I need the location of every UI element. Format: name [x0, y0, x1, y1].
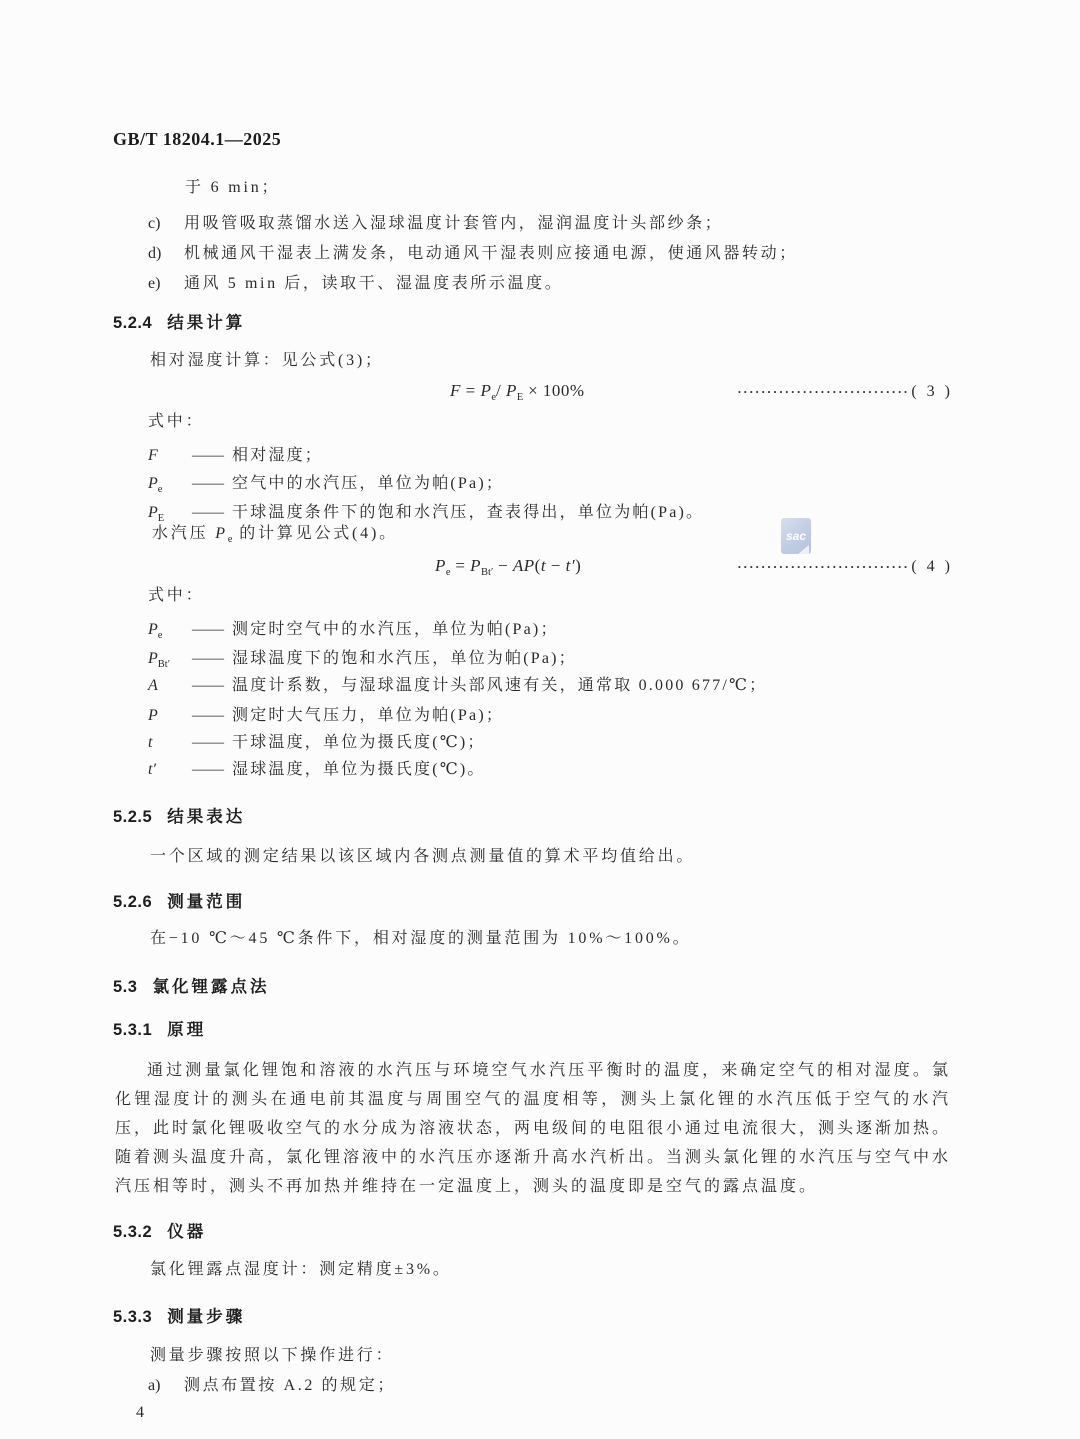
- formula-operator: /: [496, 381, 507, 400]
- definition-text: 湿球温度，单位为摄氏度(℃)。: [232, 761, 486, 778]
- paragraph: 测量步骤按照以下操作进行：: [150, 1347, 395, 1364]
- where-label: 式中：: [148, 413, 205, 430]
- standard-number-header: GB/T 18204.1—2025: [113, 129, 282, 149]
- list-item: [148, 1372, 396, 1395]
- list-item: [148, 240, 798, 263]
- formula-tail: × 100%: [523, 381, 585, 400]
- formula-subscript: e: [445, 567, 451, 578]
- section-title: 结果计算: [167, 314, 246, 332]
- definition-dash: ——: [192, 761, 224, 778]
- definition-dash: ——: [192, 621, 224, 638]
- formula-var: t′: [565, 556, 576, 575]
- formula-operator: −: [493, 556, 513, 575]
- definition-text: 干球温度条件下的饱和水汽压，查表得出，单位为帕(Pa)。: [232, 504, 705, 521]
- symbol: [148, 734, 192, 754]
- definition-text: 温度计系数，与湿球温度计头部风速有关，通常取 0.000 677/℃；: [232, 677, 768, 694]
- definition-text: 测定时空气中的水汽压，单位为帕(Pa)；: [232, 621, 559, 638]
- list-item-label: e): [148, 275, 161, 292]
- symbol: [148, 621, 192, 641]
- definition-row: [148, 756, 486, 781]
- definition-text: 干球温度，单位为摄氏度(℃)；: [232, 734, 486, 751]
- definition-row: [148, 729, 486, 754]
- symbol-base: A: [148, 677, 158, 694]
- symbol-subscript: Bt′: [157, 659, 170, 670]
- formula-operator: =: [450, 556, 471, 575]
- list-item-text: 通风 5 min 后，读取干、湿温度表所示温度。: [184, 275, 564, 292]
- list-item-label: a): [148, 1377, 161, 1394]
- definition-dash: ——: [192, 475, 224, 492]
- section-number: 5.2.5: [113, 808, 153, 826]
- list-item-text: 用吸管吸取蒸馏水送入湿球温度计套管内，湿润温度计头部纱条；: [184, 215, 724, 232]
- section-title: 氯化锂露点法: [152, 978, 270, 996]
- formula-var: t: [540, 556, 547, 575]
- definition-dash: ——: [192, 447, 224, 464]
- section-heading-5-2-5: [113, 803, 245, 827]
- formula-3: [450, 381, 585, 403]
- section-title: 结果表达: [167, 808, 246, 826]
- list-item-text: 测点布置按 A.2 的规定；: [184, 1377, 396, 1394]
- symbol-base: P: [148, 504, 158, 521]
- symbol: [148, 447, 192, 467]
- paragraph: 氯化锂露点湿度计：测定精度±3%。: [150, 1261, 452, 1278]
- formula-paren: (: [534, 556, 541, 575]
- definition-text: 测定时大气压力，单位为帕(Pa)；: [232, 707, 505, 724]
- section-heading-5-3-2: [113, 1218, 206, 1242]
- formula-subscript: e: [491, 392, 497, 403]
- symbol-subscript: e: [157, 484, 163, 495]
- list-item-label: c): [148, 215, 161, 232]
- formula-operator: =: [460, 381, 481, 400]
- symbol: [148, 677, 192, 697]
- definition-row: [148, 645, 577, 670]
- formula-subscript: E: [516, 392, 524, 403]
- section-heading-5-3-3: [113, 1303, 245, 1327]
- list-item: [148, 210, 723, 233]
- formula-number: ( 4 ): [911, 558, 953, 575]
- list-item-text: 机械通风干湿表上满发条，电动通风干湿表则应接通电源，使通风器转动；: [184, 245, 798, 262]
- formula-4-row: [430, 556, 953, 578]
- symbol: [148, 504, 192, 524]
- symbol: [148, 475, 192, 495]
- sac-watermark-icon: [781, 518, 811, 554]
- section-title: 测量步骤: [167, 1308, 246, 1326]
- text-run: 水汽压: [152, 525, 216, 542]
- definition-dash: ——: [192, 677, 224, 694]
- paragraph: [152, 525, 398, 549]
- symbol-base: F: [148, 447, 158, 464]
- list-item: [148, 270, 563, 293]
- formula-var: P: [480, 381, 492, 400]
- definition-row: [148, 470, 504, 495]
- definition-dash: ——: [192, 707, 224, 724]
- definition-dash: ——: [192, 504, 224, 521]
- paragraph: 通过测量氯化锂饱和溶液的水汽压与环境空气水汽压平衡时的温度，来确定空气的相对湿度。氯化锂湿度计的测头在通电前其温度与周围空气的温度相等，测头上氯化锂的水汽压低于空气的水汽压，此时氯化锂吸收空气的水分成为溶液状态，两电级间的电阻很小通过电流很大，测头逐渐加热。随着测头温度升高，氯化锂溶液中的水汽压亦逐渐升高水汽析出。当测头氯化锂的水汽压与空气中水汽压相等时，测头不再加热并维持在一定温度上，测头的温度即是空气的露点温度。: [115, 1062, 952, 1195]
- text-run: 的计算见公式(4)。: [232, 525, 398, 542]
- definition-row: [148, 672, 767, 697]
- paragraph: 相对湿度计算：见公式(3)；: [150, 352, 384, 369]
- section-number: 5.2.6: [113, 893, 153, 911]
- symbol: [148, 650, 192, 670]
- formula-number: ( 3 ): [911, 383, 953, 400]
- symbol-base: P: [148, 707, 158, 724]
- definition-text: 湿球温度下的饱和水汽压，单位为帕(Pa)；: [232, 650, 577, 667]
- formula-3-row: [430, 381, 953, 403]
- where-label: 式中：: [148, 587, 205, 604]
- formula-subscript: Bt′: [481, 567, 494, 578]
- section-number: 5.3.1: [113, 1021, 153, 1039]
- dotted-leader: ·····························: [737, 384, 910, 399]
- symbol-subscript: e: [157, 630, 163, 641]
- formula-paren: ): [575, 556, 582, 575]
- formula-var: AP: [512, 556, 535, 575]
- formula-operator: −: [546, 556, 566, 575]
- section-heading-5-3-1: [113, 1016, 206, 1040]
- list-item-label: d): [148, 245, 162, 262]
- definition-dash: ——: [192, 734, 224, 751]
- formula-var: P: [506, 381, 517, 400]
- section-number: 5.3.2: [113, 1223, 153, 1241]
- section-number: 5.3.3: [113, 1308, 153, 1326]
- section-heading-5-2-4: [113, 309, 245, 333]
- section-heading-5-2-6: [113, 888, 245, 912]
- paragraph: 一个区域的测定结果以该区域内各测点测量值的算术平均值给出。: [150, 848, 696, 865]
- formula-var: F: [450, 381, 461, 400]
- definition-row: [148, 442, 323, 467]
- symbol-base: t: [148, 734, 153, 751]
- symbol-base: t′: [148, 761, 156, 778]
- paragraph: 在−10 ℃～45 ℃条件下，相对湿度的测量范围为 10%～100%。: [150, 930, 692, 947]
- symbol: [148, 707, 192, 727]
- definition-dash: ——: [192, 650, 224, 667]
- formula-var: P: [470, 556, 482, 575]
- page-number: 4: [136, 1404, 144, 1421]
- symbol-base: P: [148, 650, 158, 667]
- formula-4: [435, 556, 581, 578]
- dotted-leader: ·····························: [737, 559, 910, 574]
- section-title: 测量范围: [167, 893, 246, 911]
- definition-row: [148, 499, 704, 524]
- definition-row: [148, 616, 559, 641]
- definition-text: 空气中的水汽压，单位为帕(Pa)；: [232, 475, 505, 492]
- section-number: 5.2.4: [113, 314, 153, 332]
- definition-text: 相对湿度；: [232, 447, 324, 464]
- formula-var: P: [435, 556, 446, 575]
- symbol-subscript: e: [227, 534, 233, 545]
- symbol-subscript: E: [157, 513, 165, 524]
- section-title: 仪器: [167, 1223, 207, 1241]
- section-heading-5-3: [113, 973, 269, 997]
- carryover-line: 于 6 min；: [185, 179, 281, 196]
- definition-row: [148, 702, 504, 727]
- watermark-text: sac: [785, 529, 807, 543]
- section-title: 原理: [167, 1021, 207, 1039]
- symbol-base: P: [148, 475, 158, 492]
- symbol: [148, 761, 192, 781]
- symbol-base: P: [215, 525, 228, 542]
- symbol-base: P: [148, 621, 158, 638]
- section-number: 5.3: [113, 978, 138, 996]
